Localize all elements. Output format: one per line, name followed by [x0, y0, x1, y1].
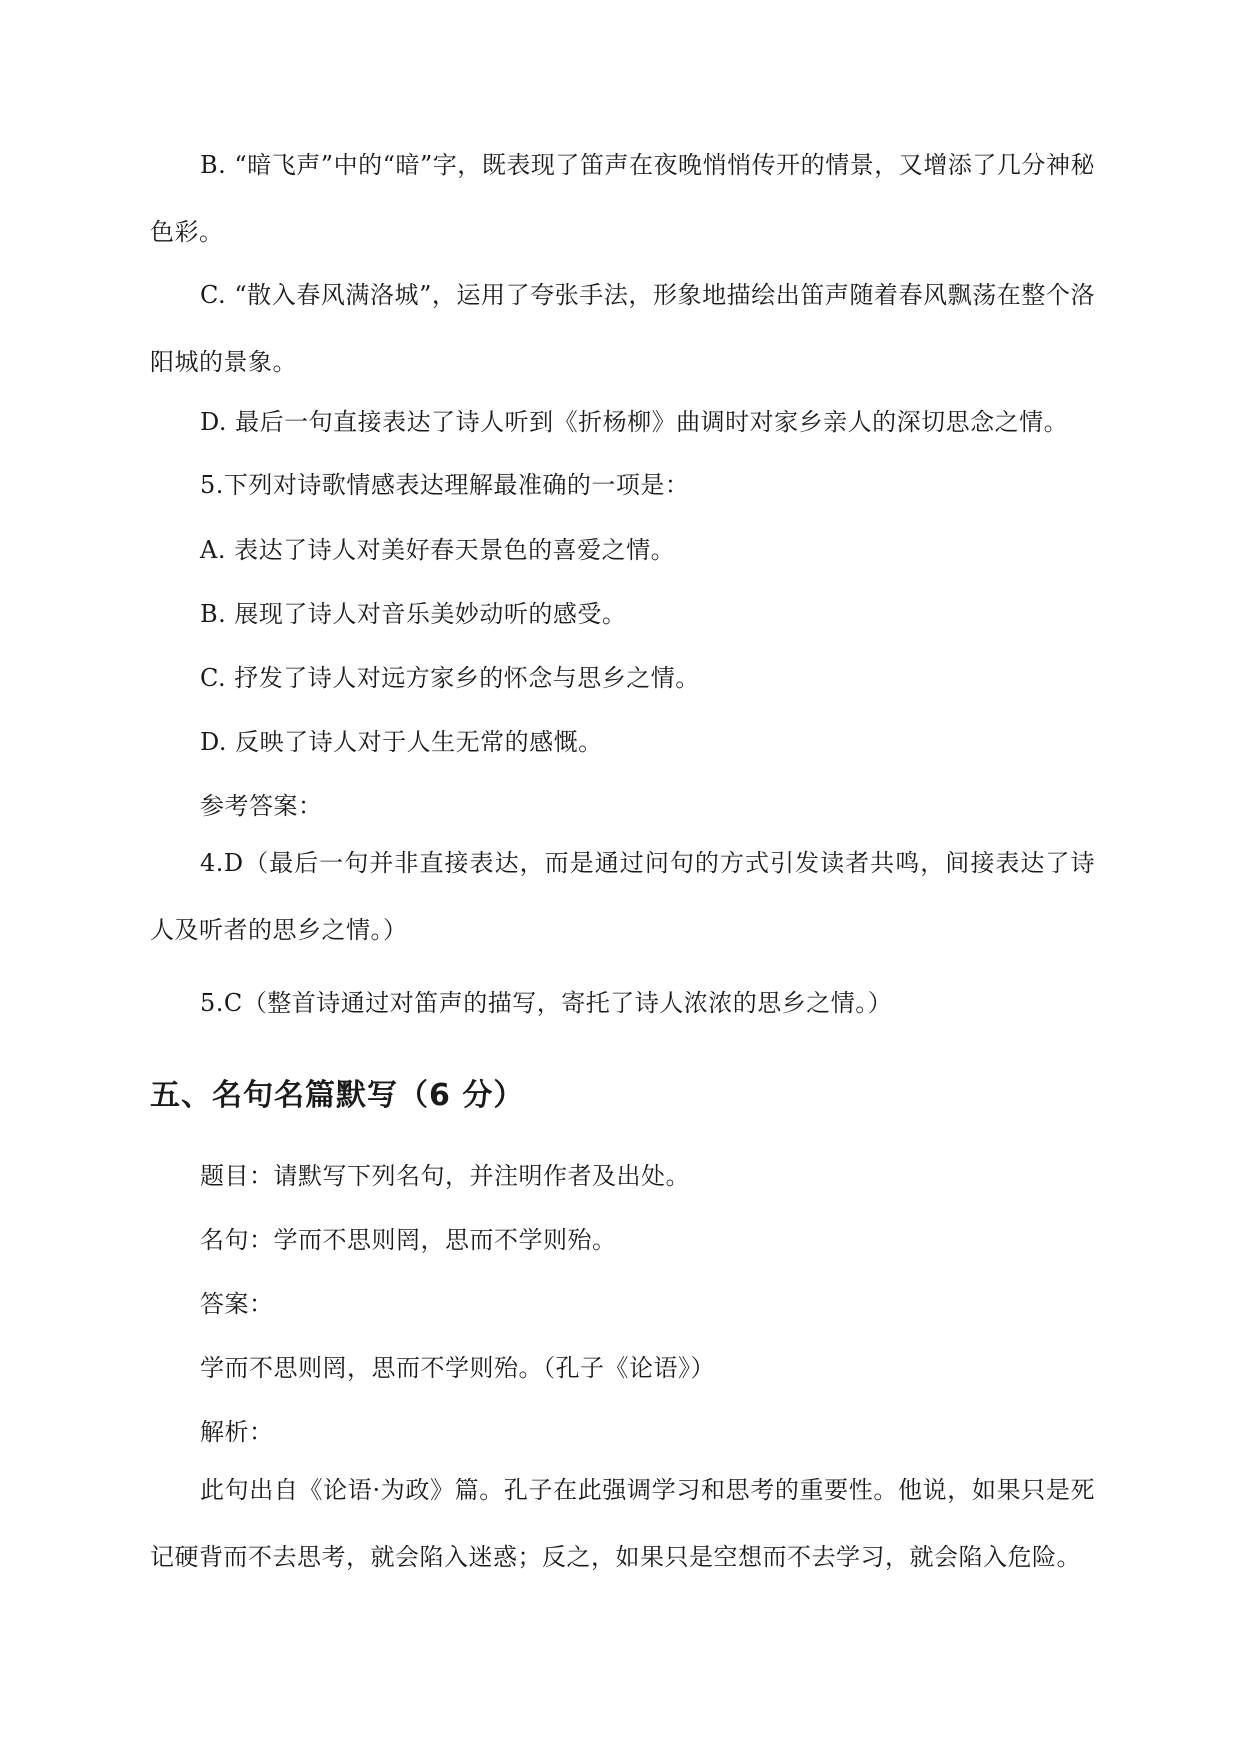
- analysis-text: 此句出自《论语·为政》篇。孔子在此强调学习和思考的重要性。他说，如果只是死记硬背而不去思考，就会陷入迷惑；反之，如果只是空想而不去学习，就会陷入危险。: [150, 1476, 1095, 1571]
- analysis-label: 解析：: [200, 1418, 274, 1446]
- option-4c: C. “散入春风满洛城”，运用了夸张手法，形象地描绘出笛声随着春风飘荡在整个洛阳城的景象。: [150, 281, 1095, 376]
- answer-label: 答案：: [200, 1290, 274, 1318]
- reference-answer-label: 参考答案：: [200, 792, 323, 820]
- section-heading: 五、名句名篇默写（6 分）: [150, 1078, 525, 1113]
- option-5c: C. 抒发了诗人对远方家乡的怀念与思乡之情。: [200, 664, 700, 692]
- prompt-text: 题目：请默写下列名句，并注明作者及出处。: [200, 1162, 690, 1190]
- answer-4: 4.D（最后一句并非直接表达，而是通过问句的方式引发读者共鸣，间接表达了诗人及听者的思乡之情。）: [150, 849, 1095, 944]
- answer-text: 学而不思则罔，思而不学则殆。（孔子《论语》）: [200, 1354, 715, 1382]
- option-4d: D. 最后一句直接表达了诗人听到《折杨柳》曲调时对家乡亲人的深切思念之情。: [200, 408, 1069, 436]
- quote-text: 名句：学而不思则罔，思而不学则殆。: [200, 1226, 617, 1254]
- option-5d: D. 反映了诗人对于人生无常的感慨。: [200, 728, 603, 756]
- question-5: 5.下列对诗歌情感表达理解最准确的一项是：: [200, 471, 690, 499]
- option-5b: B. 展现了诗人对音乐美妙动听的感受。: [200, 600, 627, 628]
- answer-5: 5.C（整首诗通过对笛声的描写，寄托了诗人浓浓的思乡之情。）: [200, 989, 893, 1017]
- option-4b: B. “暗飞声”中的“暗”字，既表现了笛声在夜晚悄悄传开的情景，又增添了几分神秘色彩。: [150, 151, 1095, 246]
- option-5a: A. 表达了诗人对美好春天景色的喜爱之情。: [200, 536, 676, 564]
